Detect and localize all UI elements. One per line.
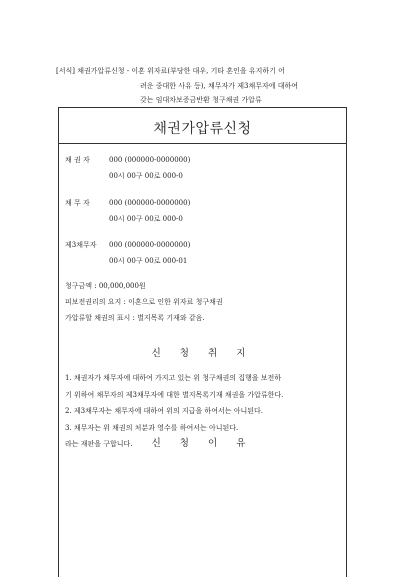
debtor-address: 00시 00구 00로 000-0 [109,215,183,223]
creditor-name: 000 (000000-0000000) [109,156,191,164]
debtor-block [65,195,190,227]
claim-summary: 피보전권리의 요지 : 이혼으로 인한 위자료 청구채권 [65,298,223,306]
purpose-heading: 신 청 취 지 [151,348,254,359]
document-title: 채권가압류신청 [153,121,252,137]
title-divider [59,143,346,144]
claim-amount: 청구금액 : 00,000,000원 [65,282,146,290]
form-header-line-1: [서식] 채권가압류신청 - 이혼 위자료(부당한 대우, 기타 혼인을 유지하기 어 [56,67,285,75]
third-debtor-address: 00시 00구 00로 000-01 [109,257,188,265]
purpose-line-3: 2. 제3채무자는 채무자에 대하여 위의 지급을 하여서는 아니된다. [65,407,263,415]
form-header-line-3: 갖는 임대차보증금반환 청구채권 가압류 [140,96,262,104]
reason-heading: 신 청 이 유 [151,438,254,449]
third-debtor-block [65,237,190,269]
document-frame [58,107,347,577]
third-debtor-name: 000 (000000-0000000) [109,241,191,249]
seized-claim-description: 가압류할 채권의 표시 : 별지목록 기재와 같음. [65,314,205,322]
form-header-line-2: 려운 중대한 사유 등), 채무자가 제3채무자에 대하여 [140,81,298,90]
creditor-address: 00시 00구 00로 000-0 [109,172,183,180]
purpose-line-1: 1. 채권자가 채무자에 대하여 가지고 있는 위 청구채권의 집행을 보전하 [65,374,282,382]
claim-info [65,278,223,326]
creditor-label: 채 권 자 [65,156,90,164]
form-header [56,64,356,108]
purpose-line-4: 3. 채무자는 위 채권의 처분과 영수를 하여서는 아니된다. [65,423,239,432]
purpose-line-2: 기 위하여 채무자의 제3채무자에 대한 별지목록기재 채권을 가압류한다. [65,390,284,399]
debtor-label: 채 무 자 [65,199,90,207]
third-debtor-label: 제3채무자 [65,241,97,249]
creditor-block [65,152,190,184]
purpose-line-5: 라는 재판을 구합니다. [65,440,133,448]
debtor-name: 000 (000000-0000000) [109,199,191,207]
